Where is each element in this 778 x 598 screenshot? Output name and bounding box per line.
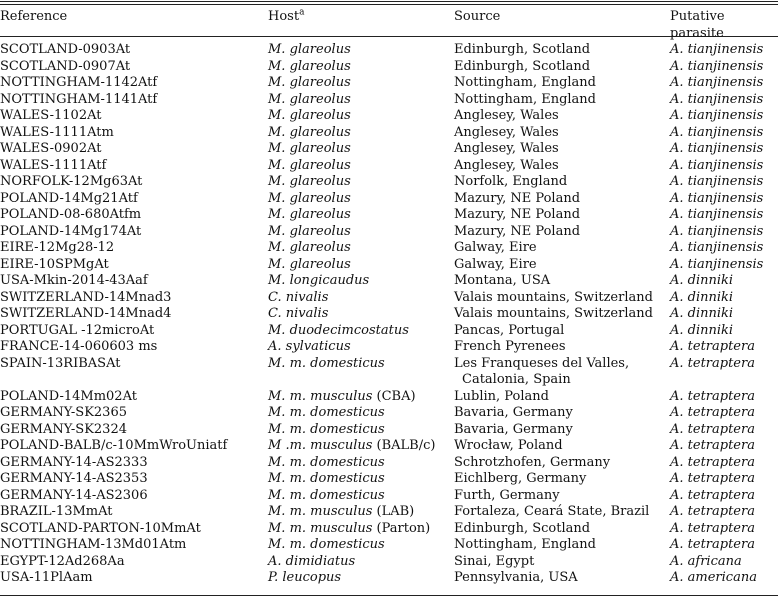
source-line: Norfolk, England [454,174,568,189]
cell-parasite: A. tianjinensis [670,240,764,255]
table-row [0,141,778,158]
cell-source [454,422,670,439]
cell-reference: SWITZERLAND-14Mnad4 [0,306,172,321]
cell-source [454,224,670,241]
host-species: M. glareolus [268,207,351,222]
cell-source [454,290,670,307]
cell-parasite: A. dinniki [670,289,734,305]
cell-source [454,174,670,191]
source-line: Fortaleza, Ceará State, Brazil [454,504,650,519]
cell-reference: POLAND-14Mg21Atf [0,190,138,206]
table-row [0,273,778,290]
cell-host [268,240,454,257]
cell-reference: FRANCE-14-060603 ms [0,339,158,354]
table-row [0,158,778,175]
source-line: Schrotzhofen, Germany [454,454,611,470]
cell-reference: POLAND-14Mg174At [0,223,142,239]
host-species: M. m. domesticus [268,355,385,371]
cell-parasite: A. tianjinensis [670,108,764,123]
cell-source [454,75,670,92]
cell-parasite: A. tetraptera [670,454,755,470]
table-row [0,455,778,472]
top-rule-double [0,4,778,5]
cell-host [268,570,454,587]
cell-reference: SCOTLAND-0907At [0,58,131,74]
cell-parasite: A. tetraptera [670,388,755,404]
host-species: M. glareolus [268,256,351,272]
host-species: M. longicaudus [268,273,370,288]
table-row [0,75,778,92]
cell-host [268,92,454,109]
host-species: M. glareolus [268,75,351,90]
source-line: Wrocław, Poland [454,438,563,453]
cell-parasite: A. tianjinensis [670,256,764,272]
cell-host [268,422,454,439]
cell-reference: WALES-1102At [0,108,102,123]
cell-reference: BRAZIL-13MmAt [0,504,113,519]
host-species: M. glareolus [268,174,351,189]
cell-host [268,108,454,125]
table-row [0,356,778,389]
source-line: Galway, Eire [454,256,537,272]
cell-host [268,471,454,488]
cell-host [268,257,454,274]
source-line: Galway, Eire [454,240,537,255]
header-row [0,9,778,42]
source-line: Edinburgh, Scotland [454,42,591,57]
cell-source [454,471,670,488]
cell-reference: EIRE-12Mg28-12 [0,240,115,255]
cell-host [268,75,454,92]
cell-parasite: A. tetraptera [670,405,755,420]
cell-parasite: A. tianjinensis [670,190,764,206]
host-species: M. m. domesticus [268,405,385,420]
cell-host [268,290,454,307]
cell-parasite: A. tianjinensis [670,174,764,189]
source-line: Les Franqueses del Valles, [454,355,630,371]
cell-source [454,405,670,422]
source-line: Catalonia, Spain [462,372,571,387]
cell-source [454,273,670,290]
host-species: M. m. musculus [268,520,373,536]
table-row [0,290,778,307]
col-header-host [268,9,454,42]
source-line: Anglesey, Wales [454,141,559,156]
cell-host [268,521,454,538]
cell-host [268,273,454,290]
host-species: M. glareolus [268,58,351,74]
cell-source [454,125,670,142]
table-row [0,521,778,538]
cell-source [454,92,670,109]
cell-host [268,59,454,76]
table-row [0,207,778,224]
cell-parasite: A. dinniki [670,273,734,288]
table-row [0,504,778,521]
host-species: M. duodecimcostatus [268,322,409,338]
cell-parasite: A. americana [670,570,757,585]
cell-parasite: A. tianjinensis [670,42,764,57]
cell-source [454,42,670,59]
table-row [0,537,778,554]
cell-source [454,158,670,175]
cell-host [268,306,454,323]
cell-host [268,537,454,554]
cell-host [268,158,454,175]
host-species: M. glareolus [268,141,351,156]
cell-source [454,455,670,472]
cell-reference: POLAND-14Mm02At [0,388,137,404]
cell-reference: NORFOLK-12Mg63At [0,174,143,189]
cell-host [268,207,454,224]
cell-host [268,554,454,571]
cell-reference: SPAIN-13RIBASAt [0,355,121,371]
table-row [0,224,778,241]
bottom-rule [0,595,778,596]
table-row [0,323,778,340]
table-row [0,471,778,488]
cell-parasite: A. tetraptera [670,438,755,453]
cell-reference: USA-Mkin-2014-43Aaf [0,273,148,288]
top-rule [0,1,778,2]
cell-host [268,224,454,241]
source-line: Mazury, NE Poland [454,223,581,239]
cell-host [268,141,454,158]
host-species: A. dimidiatus [268,553,356,569]
source-line: Nottingham, England [454,537,597,552]
host-species: M. glareolus [268,124,351,140]
cell-parasite: A. tetraptera [670,504,755,519]
host-species: M. glareolus [268,190,351,206]
source-line: Mazury, NE Poland [454,207,581,222]
cell-host [268,438,454,455]
host-species: M. glareolus [268,223,351,239]
source-line: Furth, Germany [454,487,560,503]
table-row [0,405,778,422]
host-species: M. glareolus [268,108,351,123]
host-species: M. glareolus [268,240,351,255]
cell-source [454,59,670,76]
cell-source [454,257,670,274]
cell-source [454,488,670,505]
source-line: Pancas, Portugal [454,322,565,338]
cell-parasite: A. tetraptera [670,355,755,371]
cell-host [268,42,454,59]
host-species: M. m. domesticus [268,537,385,552]
table-row [0,174,778,191]
cell-parasite: A. tetraptera [670,487,755,503]
source-line: Anglesey, Wales [454,108,559,123]
cell-reference: SWITZERLAND-14Mnad3 [0,289,172,305]
cell-source [454,339,670,356]
cell-parasite: A. tianjinensis [670,157,764,173]
source-line: Sinai, Egypt [454,553,535,569]
cell-source [454,554,670,571]
cell-parasite: A. tetraptera [670,520,755,536]
col-header-parasite: Putative parasite [670,9,725,41]
cell-parasite: A. tianjinensis [670,124,764,140]
source-line: Valais mountains, Switzerland [454,289,653,305]
cell-parasite: A. tianjinensis [670,207,764,222]
cell-parasite: A. tianjinensis [670,223,764,239]
source-line: Anglesey, Wales [454,157,559,173]
table-row [0,92,778,109]
cell-reference: WALES-1111Atm [0,124,114,140]
cell-reference: WALES-0902At [0,141,102,156]
cell-host [268,174,454,191]
cell-parasite: A. tianjinensis [670,141,764,156]
cell-reference: SCOTLAND-PARTON-10MmAt [0,520,201,536]
specimen-table [0,9,778,587]
cell-source [454,356,670,389]
source-line: Anglesey, Wales [454,124,559,140]
source-line: Edinburgh, Scotland [454,58,591,74]
host-species: C. nivalis [268,289,329,305]
cell-host [268,339,454,356]
cell-host [268,455,454,472]
table-row [0,488,778,505]
cell-reference: EGYPT-12Ad268Aa [0,553,125,569]
table-row [0,554,778,571]
host-species: C. nivalis [268,306,329,321]
table-row [0,422,778,439]
host-header-label: Host [268,9,300,24]
source-line: Bavaria, Germany [454,421,573,437]
host-species: M. m. musculus [268,388,373,404]
cell-reference: NOTTINGHAM-1142Atf [0,75,158,90]
host-species: M .m. musculus [268,438,373,453]
cell-parasite: A. tianjinensis [670,91,764,107]
host-species: M. m. domesticus [268,454,385,470]
cell-host [268,504,454,521]
cell-source [454,504,670,521]
cell-parasite: A. tetraptera [670,471,755,486]
host-strain: (CBA) [372,388,416,404]
source-line: Pennsylvania, USA [454,570,578,585]
cell-reference: WALES-1111Atf [0,157,107,173]
cell-source [454,240,670,257]
host-species: M. m. domesticus [268,471,385,486]
cell-reference: PORTUGAL -12microAt [0,322,155,338]
cell-reference: POLAND-BALB/c-10MmWroUniatf [0,438,228,453]
cell-reference: GERMANY-14-AS2353 [0,471,148,486]
cell-source [454,191,670,208]
cell-reference: GERMANY-14-AS2306 [0,487,148,503]
cell-host [268,125,454,142]
cell-reference: SCOTLAND-0903At [0,42,131,57]
source-line: French Pyrenees [454,339,566,354]
host-footnote-marker: a [299,7,305,18]
cell-reference: GERMANY-SK2365 [0,405,127,420]
cell-source [454,306,670,323]
table-row [0,42,778,59]
cell-source [454,108,670,125]
host-species: M. m. musculus [268,504,373,519]
host-species: M. glareolus [268,157,351,173]
table-body [0,42,778,587]
host-species: M. m. domesticus [268,487,385,503]
cell-source [454,521,670,538]
table-row [0,339,778,356]
source-line: Lublin, Poland [454,388,549,404]
cell-parasite: A. dinniki [670,306,734,321]
table-row [0,59,778,76]
cell-host [268,191,454,208]
cell-source [454,323,670,340]
cell-source [454,570,670,587]
host-species: M. glareolus [268,42,351,57]
source-line: Mazury, NE Poland [454,190,581,206]
table-row [0,125,778,142]
table-row [0,257,778,274]
cell-host [268,356,454,389]
host-species: P. leucopus [268,570,342,585]
cell-parasite: A. tetraptera [670,339,755,354]
table-row [0,240,778,257]
source-line: Nottingham, England [454,75,597,90]
host-strain: (LAB) [372,504,415,519]
source-line: Eichlberg, Germany [454,471,587,486]
table-row [0,389,778,406]
cell-parasite: A. tetraptera [670,537,755,552]
cell-source [454,207,670,224]
cell-host [268,323,454,340]
col-header-source: Source [454,9,501,24]
table-row [0,191,778,208]
source-line: Valais mountains, Switzerland [454,306,653,321]
cell-parasite: A. tetraptera [670,421,755,437]
cell-reference: USA-11PlAam [0,570,93,585]
host-species: A. sylvaticus [268,339,351,354]
source-line: Nottingham, England [454,91,597,107]
cell-reference: GERMANY-SK2324 [0,421,127,437]
source-line: Edinburgh, Scotland [454,520,591,536]
cell-host [268,488,454,505]
cell-parasite: A. tianjinensis [670,75,764,90]
cell-host [268,405,454,422]
source-line: Montana, USA [454,273,551,288]
cell-host [268,389,454,406]
cell-source [454,141,670,158]
cell-source [454,438,670,455]
table-row [0,306,778,323]
cell-reference: NOTTINGHAM-13Md01Atm [0,537,187,552]
table-row [0,108,778,125]
cell-source [454,537,670,554]
cell-reference: GERMANY-14-AS2333 [0,454,148,470]
cell-parasite: A. tianjinensis [670,58,764,74]
table-row [0,438,778,455]
table-row [0,570,778,587]
host-strain: (Parton) [372,520,431,536]
host-species: M. m. domesticus [268,421,385,437]
host-species: M. glareolus [268,91,351,107]
cell-parasite: A. africana [670,553,742,569]
host-strain: (BALB/c) [372,438,436,453]
col-header-reference: Reference [0,9,68,24]
cell-reference: POLAND-08-680Atfm [0,207,142,222]
cell-reference: EIRE-10SPMgAt [0,256,109,272]
cell-source [454,389,670,406]
source-line: Bavaria, Germany [454,405,573,420]
cell-reference: NOTTINGHAM-1141Atf [0,91,158,107]
cell-parasite: A. dinniki [670,322,734,338]
